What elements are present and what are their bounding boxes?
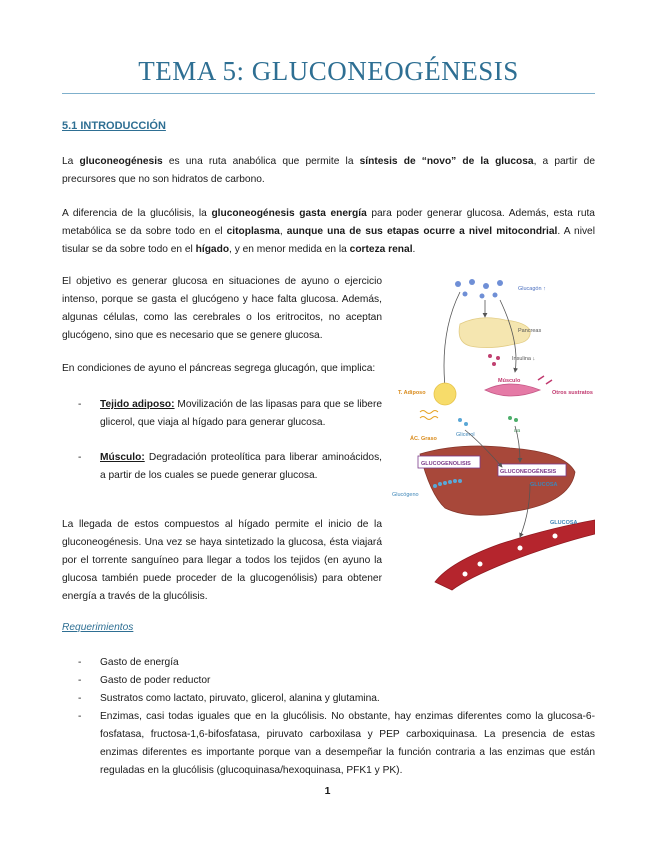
other-substrates-label: Otros sustratos (552, 390, 593, 396)
list-item: - Músculo: Degradación proteolítica para liberar aminoácidos, a partir de los cuales se puede generar glucosa. (78, 452, 382, 481)
glucagon-dots (455, 279, 503, 299)
paragraph-definition: La gluconeogénesis es una ruta anabólica que permite la síntesis de “novo” de la glucosa, a partir de precursores que no son hidratos de carbono. (62, 156, 596, 185)
gluconeogenesis-label: GLUCONEOGÉNESIS (500, 469, 557, 475)
substrate-marks (538, 376, 552, 384)
amino-acids-label: aa (514, 428, 521, 434)
list-item: - Tejido adiposo: Movilización de las lipasas para que se libere glicerol, que viaja al hígado para generar glucosa. (78, 399, 382, 428)
paragraph-liver: La llegada de estos compuestos al hígado permite el inicio de la gluconeogénesis. Una vez se haya sintetizado la glucosa, ésta viajará por el torrente sanguíneo para llegar a todos los tejidos (en ayuno la glucosa también puede proceder de la glucogenólisis) para obtener energía a través de la glucólisis. (62, 519, 382, 602)
paragraph-energy: A diferencia de la glucólisis, la gluconeogénesis gasta energía para poder generar glucosa. Además, esta ruta metabólica se da sobre todo en el citoplasma, aunque una de sus etapas ocurre a nivel mitocondrial. A nivel tisular se da sobre todo en el hígado, y en menor medida en la corteza renal. (62, 208, 595, 255)
glucagon-label: Glucagón ↑ (518, 286, 546, 292)
glucagon-effects-list (62, 396, 382, 485)
page-number: 1 (324, 785, 331, 797)
list-item: - Sustratos como lactato, piruvato, glicerol, alanina y glutamina. (78, 693, 380, 704)
blood-vessel-icon (435, 520, 595, 590)
section-heading: 5.1 INTRODUCCIÓN (62, 120, 166, 132)
glycogenolysis-label: GLUCOGENOLISIS (421, 461, 471, 467)
glycerol-label: Glicerol (456, 432, 475, 438)
page-title: TEMA 5: GLUCONEOGÉNESIS (138, 56, 519, 86)
title-underline (62, 93, 595, 94)
adipose-cell-icon (434, 383, 456, 405)
requirements-list (62, 654, 595, 780)
insulin-label: Insulina ↓ (512, 356, 536, 362)
glucose-label-liver: GLUCOSA (530, 482, 558, 488)
requirements-heading: Requerimientos (62, 622, 134, 633)
paragraph-objective: El objetivo es generar glucosa en situaciones de ayuno o ejercicio intenso, porque se gasta el glucógeno y hace falta glucosa. Además, algunas células, como las cerebrales o los eritrocitos, no aceptan glucógeno, sino que es necesario que se genere glucosa. (62, 276, 382, 341)
muscle-label: Músculo (498, 378, 521, 384)
list-item: - Gasto de energía (78, 657, 179, 668)
paragraph-glucagon: En condiciones de ayuno el páncreas segrega glucagón, que implica: (62, 363, 376, 374)
gluconeogenesis-diagram (390, 272, 595, 592)
glycogen-label: Glucógeno (392, 492, 419, 498)
adipose-label: T. Adiposo (398, 390, 426, 396)
muscle-icon (485, 384, 540, 396)
list-item: - Gasto de poder reductor (78, 675, 211, 686)
insulin-dots (488, 354, 500, 366)
glucose-label-blood: GLUCOSA (550, 520, 578, 526)
pancreas-label: Pancreas (518, 328, 542, 334)
list-item: - Enzimas, casi todas iguales que en la glucólisis. No obstante, hay enzimas diferentes como la glucosa-6-fosfatasa, fructosa-1,6-bifosfatasa, piruvato carboxilasa y PEP carboxiquinasa. La presencia de estas enzimas diferentes es importante porque van a desempeñar la función contraria a las enzimas que están reguladas en la glucólisis (glucoquinasa/hexoquinasa, PFK1 y PK). (78, 711, 595, 776)
fatty-acid-label: ÁC. Graso (410, 436, 437, 442)
